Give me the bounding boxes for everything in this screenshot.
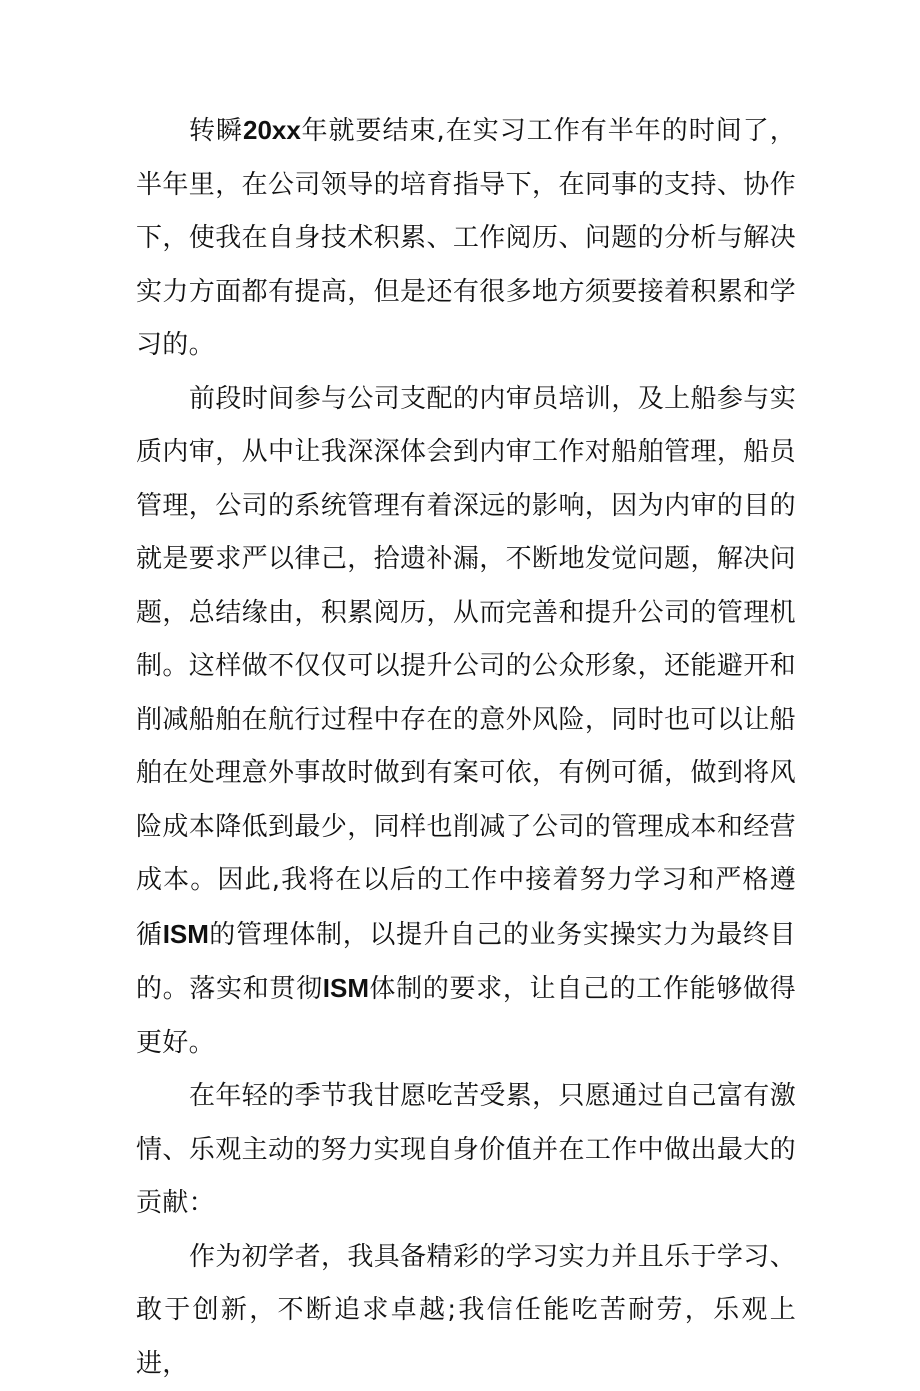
paragraph-text: 体制的要求，让自己的工作能够做得更好。 [136, 974, 796, 1058]
paragraph-3 [136, 1070, 796, 1231]
ism-term: ISM [323, 973, 369, 1003]
paragraph-text: 的管理体制，以提升自己的业务实操实力为最终目的。落实和贯彻 [136, 920, 796, 1005]
paragraph-1 [136, 104, 796, 373]
year-text: 20xx [243, 115, 301, 145]
document-body [136, 104, 796, 1391]
paragraph-text: 作为初学者，我具备精彩的学习实力并且乐于学习、敢于创新，不断追求卓越;我信任能吃苦耐劳，乐观上进， [136, 1242, 796, 1379]
paragraph-2 [136, 373, 796, 1071]
ism-term: ISM [163, 919, 209, 949]
paragraph-text: 前段时间参与公司支配的内审员培训，及上船参与实质内审，从中让我深深体会到内审工作对船舶管理，船员管理，公司的系统管理有着深远的影响，因为内审的目的就是要求严以律己，拾遗补漏，不断地发觉问题，解决问题，总结缘由，积累阅历，从而完善和提升公司的管理机制。这样做不仅仅可以提升公司的公众形象，还能避开和削减船舶在航行过程中存在的意外风险，同时也可以让船舶在处理意外事故时做到有案可依，有例可循，做到将风险成本降低到最少，同样也削减了公司的管理成本和经营成本。因此,我将在以后的工作中接着努力学习和严格遵循 [136, 384, 796, 950]
paragraph-text: 转瞬 [189, 116, 243, 146]
paragraph-text: 在年轻的季节我甘愿吃苦受累，只愿通过自己富有激情、乐观主动的努力实现自身价值并在工作中做出最大的贡献： [136, 1081, 796, 1218]
paragraph-4 [136, 1231, 796, 1391]
paragraph-text: 年就要结束,在实习工作有半年的时间了，半年里，在公司领导的培育指导下，在同事的支持、协作下，使我在自身技术积累、工作阅历、问题的分析与解决实力方面都有提高，但是还有很多地方须要接着积累和学习的。 [136, 116, 796, 360]
